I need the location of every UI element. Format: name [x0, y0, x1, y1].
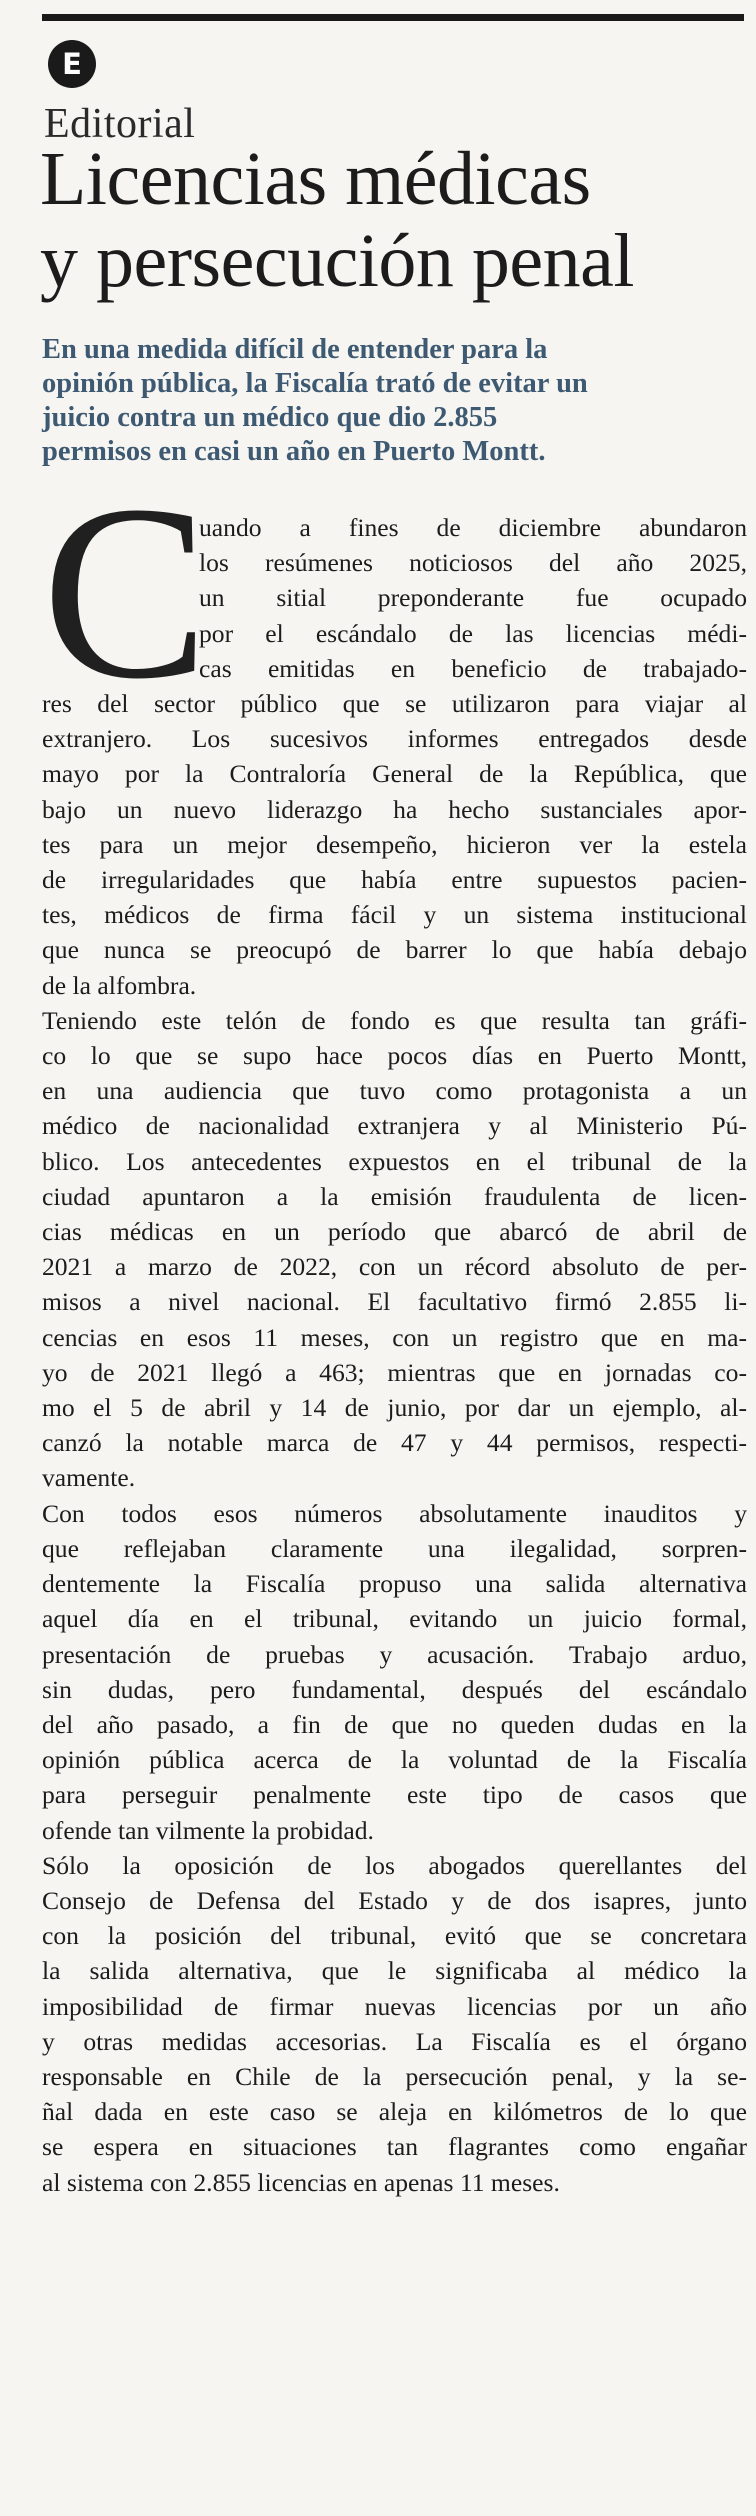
text-line: por el escándalo de las licencias médi- — [199, 618, 747, 648]
text-line: al sistema con 2.855 licencias en apenas 11 meses. — [42, 2167, 560, 2197]
text-line: presentación de pruebas y acusación. Trabajo arduo, — [42, 1639, 747, 1669]
text-line: misos a nivel nacional. El facultativo firmó 2.855 li- — [42, 1287, 747, 1317]
text-line: del año pasado, a fin de que no queden dudas en la — [42, 1709, 747, 1739]
text-line: imposibilidad de firmar nuevas licencias por un año — [42, 1991, 747, 2021]
text-line: se espera en situaciones tan flagrantes como engañar — [42, 2132, 747, 2162]
text-line: aquel día en el tribunal, evitando un juicio formal, — [42, 1604, 747, 1634]
text-line: los resúmenes noticiosos del año 2025, — [199, 548, 747, 578]
deck-line: opinión pública, la Fiscalía trató de evitar un — [42, 368, 588, 399]
text-line: bajo un nuevo liderazgo ha hecho sustanciales apor- — [42, 794, 747, 824]
text-line: yo de 2021 llegó a 463; mientras que en jornadas co- — [42, 1357, 747, 1387]
drop-cap: C — [42, 454, 209, 731]
text-line: Con todos esos números absolutamente inauditos y — [42, 1498, 747, 1528]
text-line: ofende tan vilmente la probidad. — [42, 1815, 374, 1845]
text-line: ñal dada en este caso se aleja en kilómetros de lo que — [42, 2097, 747, 2127]
headline-line: y persecución penal — [40, 219, 635, 303]
text-line: de irregularidades que había entre supuestos pacien- — [42, 865, 747, 895]
paragraph — [42, 510, 747, 1003]
top-rule — [42, 14, 744, 21]
text-line: tes para un mejor desempeño, hicieron ver la estela — [42, 829, 747, 859]
paragraph — [42, 1848, 747, 2200]
headline — [40, 138, 750, 302]
headline-line: Licencias médicas — [40, 137, 591, 221]
text-line: mayo por la Contraloría General de la República, que — [42, 759, 747, 789]
text-line: con la posición del tribunal, evitó que se concretara — [42, 1921, 747, 1951]
text-line: tes, médicos de firma fácil y un sistema institucional — [42, 900, 747, 930]
text-line: cias médicas en un período que abarcó de abril de — [42, 1217, 747, 1247]
text-line: Consejo de Defensa del Estado y de dos isapres, junto — [42, 1885, 747, 1915]
text-line: res del sector público que se utilizaron para viajar al — [42, 689, 747, 719]
text-line: uando a fines de diciembre abundaron — [199, 513, 747, 542]
deck — [42, 333, 747, 469]
section-badge: E — [48, 40, 96, 88]
text-line: blico. Los antecedentes expuestos en el tribunal de la — [42, 1146, 747, 1176]
text-line: Teniendo este telón de fondo es que resulta tan gráfi- — [42, 1005, 747, 1035]
section-label: Editorial — [44, 101, 196, 147]
text-line: un sitial preponderante fue ocupado — [199, 583, 747, 613]
text-line: ciudad apuntaron a la emisión fraudulenta de licen- — [42, 1181, 747, 1211]
text-line: cas emitidas en beneficio de trabajado- — [199, 653, 747, 683]
text-line: sin dudas, pero fundamental, después del escándalo — [42, 1674, 747, 1704]
text-line: la salida alternativa, que le significaba al médico la — [42, 1956, 747, 1986]
deck-line: permisos en casi un año en Puerto Montt. — [42, 436, 546, 467]
text-line: co lo que se supo hace pocos días en Puerto Montt, — [42, 1041, 747, 1071]
text-line: vamente. — [42, 1463, 136, 1493]
text-line: para perseguir penalmente este tipo de casos que — [42, 1780, 747, 1810]
text-line: opinión pública acerca de la voluntad de la Fiscalía — [42, 1745, 747, 1775]
text-line: cencias en esos 11 meses, con un registro que en ma- — [42, 1322, 747, 1352]
text-line: y otras medidas accesorias. La Fiscalía es el órgano — [42, 2026, 747, 2056]
paragraph — [42, 1496, 747, 1848]
text-line: Sólo la oposición de los abogados querellantes del — [42, 1850, 747, 1880]
text-line: médico de nacionalidad extranjera y al Ministerio Pú- — [42, 1111, 747, 1141]
deck-line: juicio contra un médico que dio 2.855 — [42, 402, 498, 433]
text-line: que reflejaban claramente una ilegalidad, sorpren- — [42, 1533, 747, 1563]
text-line: mo el 5 de abril y 14 de junio, por dar un ejemplo, al- — [42, 1393, 747, 1423]
text-line: responsable en Chile de la persecución penal, y la se- — [42, 2061, 747, 2091]
text-line: de la alfombra. — [42, 970, 197, 1000]
text-line: que nunca se preocupó de barrer lo que había debajo — [42, 935, 747, 965]
deck-line: En una medida difícil de entender para la — [42, 334, 548, 365]
article-body — [42, 510, 747, 2200]
text-line: extranjero. Los sucesivos informes entregados desde — [42, 724, 747, 754]
text-line: dentemente la Fiscalía propuso una salida alternativa — [42, 1569, 747, 1599]
paragraph — [42, 1003, 747, 1496]
text-line: 2021 a marzo de 2022, con un récord absoluto de per- — [42, 1252, 747, 1282]
text-line: canzó la notable marca de 47 y 44 permisos, respecti- — [42, 1428, 747, 1458]
text-line: en una audiencia que tuvo como protagonista a un — [42, 1076, 747, 1106]
